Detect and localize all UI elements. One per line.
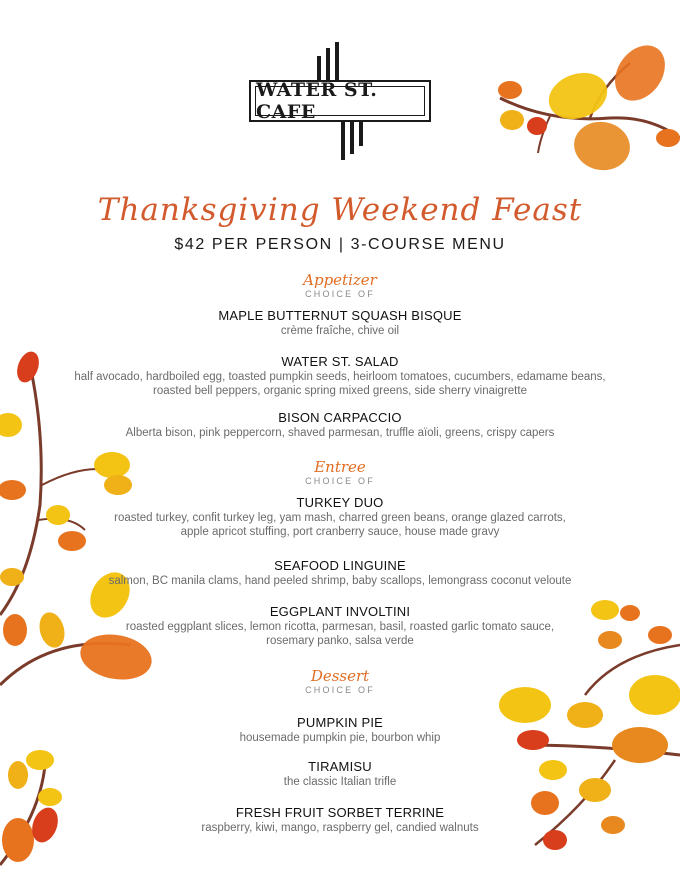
item-description: roasted eggplant slices, lemon ricotta, parmesan, basil, roasted garlic tomato sauce, xyxy=(125,621,555,633)
item-name: MAPLE BUTTERNUT SQUASH BISQUE xyxy=(218,308,462,323)
choice-label: CHOICE OF xyxy=(305,476,375,486)
restaurant-logo xyxy=(249,42,431,160)
item-description: housemade pumpkin pie, bourbon whip xyxy=(239,732,441,744)
item-description: rosemary panko, salsa verde xyxy=(266,635,414,647)
course-heading-appetizer xyxy=(0,272,680,299)
price-line: $42 PER PERSON | 3-COURSE MENU xyxy=(174,236,506,253)
menu-item xyxy=(0,714,680,745)
course-name: Dessert xyxy=(310,667,370,685)
choice-label: CHOICE OF xyxy=(305,289,375,299)
item-name: SEAFOOD LINGUINE xyxy=(274,558,406,573)
autumn-leaves-top-right-icon xyxy=(490,28,680,178)
item-name: EGGPLANT INVOLTINI xyxy=(269,604,411,619)
item-description: the classic Italian trifle xyxy=(283,776,397,788)
menu-item xyxy=(0,494,680,539)
menu-item xyxy=(0,603,680,648)
logo-frame xyxy=(249,80,431,122)
item-description: half avocado, hardboiled egg, toasted pumpkin seeds, heirloom tomatoes, cucumbers, edamame beans, xyxy=(74,371,606,383)
item-name: TIRAMISU xyxy=(308,759,372,774)
item-name: FRESH FRUIT SORBET TERRINE xyxy=(235,805,445,820)
item-description: apple apricot stuffing, port cranberry sauce, house made gravy xyxy=(180,526,500,538)
course-heading-dessert xyxy=(0,668,680,695)
item-name: PUMPKIN PIE xyxy=(297,715,383,730)
item-name: TURKEY DUO xyxy=(296,495,384,510)
item-name: BISON CARPACCIO xyxy=(278,410,402,425)
choice-label: CHOICE OF xyxy=(305,685,375,695)
item-description: roasted turkey, confit turkey leg, yam mash, charred green beans, orange glazed carrots, xyxy=(114,512,566,524)
menu-item xyxy=(0,804,680,835)
course-name: Entree xyxy=(314,458,366,476)
item-name: WATER ST. SALAD xyxy=(281,354,399,369)
item-description: raspberry, kiwi, mango, raspberry gel, candied walnuts xyxy=(201,822,479,834)
menu-title: Thanksgiving Weekend Feast xyxy=(97,192,583,228)
menu-item xyxy=(0,557,680,588)
menu-item xyxy=(0,353,680,398)
item-description: roasted bell peppers, organic spring mixed greens, side sherry vinaigrette xyxy=(153,385,527,397)
course-name: Appetizer xyxy=(303,271,377,289)
item-description: Alberta bison, pink peppercorn, shaved parmesan, truffle aïoli, greens, crispy capers xyxy=(125,427,555,439)
course-heading-entree xyxy=(0,459,680,486)
menu-item xyxy=(0,758,680,789)
logo-text: WATER ST. CAFE xyxy=(255,86,425,116)
item-description: crème fraîche, chive oil xyxy=(280,325,400,337)
menu-item xyxy=(0,409,680,440)
menu-item xyxy=(0,307,680,338)
item-description: salmon, BC manila clams, hand peeled shrimp, baby scallops, lemongrass coconut veloute xyxy=(108,575,572,587)
